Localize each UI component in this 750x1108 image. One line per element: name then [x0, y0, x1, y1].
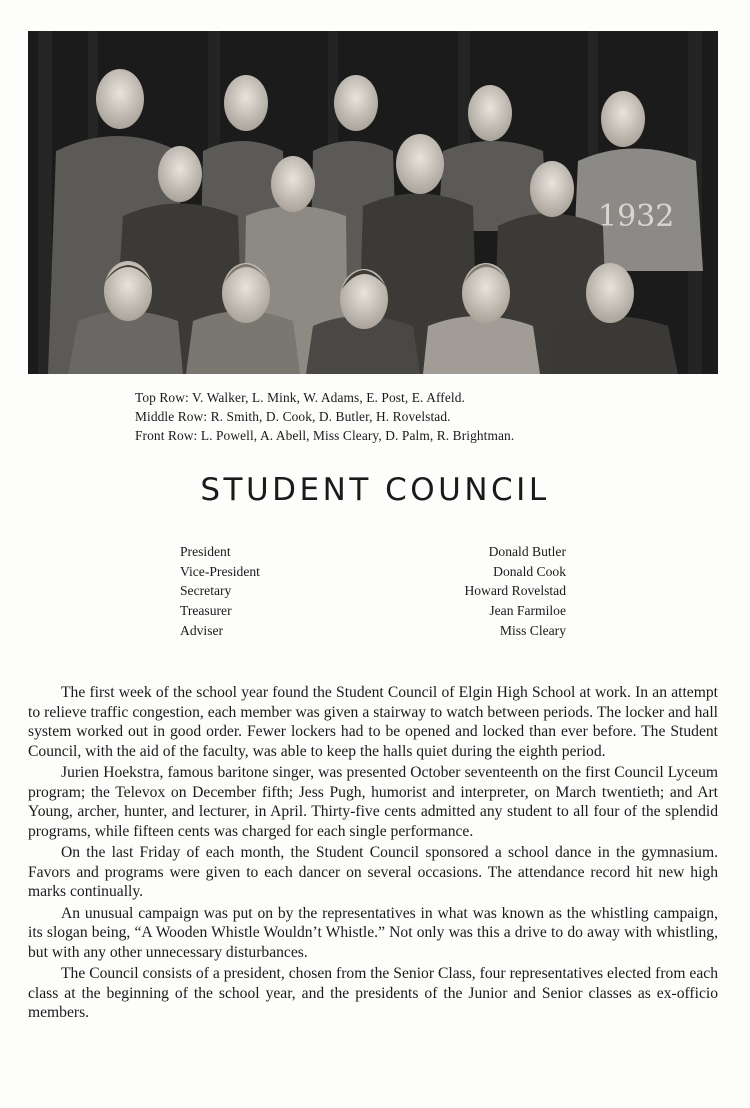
caption-middle-row: Middle Row: R. Smith, D. Cook, D. Butler, H. Rovelstad.	[135, 409, 451, 424]
officer-name: Miss Cleary	[499, 622, 566, 638]
officer-role: Adviser	[180, 622, 224, 638]
officer-role: Vice-President	[180, 563, 260, 579]
paragraph: The first week of the school year found the Student Council of Elgin High School at work. In an attempt to relieve traffic congestion, each member was given a stairway to watch between periods. The locker and hall system worked out in good order. Fewer lockers had to be opened and locked than ever before. The Student Council, with the aid of the faculty, was able to keep the halls quiet during the eighth period.	[28, 684, 718, 760]
officer-role: Secretary	[180, 583, 232, 599]
officer-name: Jean Farmiloe	[489, 603, 566, 619]
page-title: STUDENT COUNCIL	[200, 472, 550, 508]
officer-row	[180, 581, 566, 601]
officer-name: Donald Butler	[488, 544, 566, 559]
officer-row	[180, 621, 566, 641]
group-photo-illustration	[28, 31, 718, 374]
paragraph: Jurien Hoekstra, famous baritone singer, was presented October seventeenth on the first Council Lyceum program; the Televox on December fifth; Jess Pugh, humorist and interpreter, on March twentieth; and Art Young, archer, hunter, and lecturer, in April. Thirty-five cents admitted any student to all four of the splendid programs, while fifteen cents was charged for each single performance.	[28, 764, 718, 840]
officer-name: Howard Rovelstad	[464, 583, 566, 599]
photo-caption	[135, 388, 655, 445]
caption-top-row: Top Row: V. Walker, L. Mink, W. Adams, E. Post, E. Affeld.	[135, 390, 465, 405]
officers-list	[180, 542, 566, 641]
sweater-text: 1932	[598, 199, 675, 234]
paragraph: On the last Friday of each month, the Student Council sponsored a school dance in the gymnasium. Favors and programs were given to each dancer on several occasions. The attendance record hit new high marks continually.	[28, 844, 718, 900]
officer-row	[180, 562, 566, 582]
body-text	[28, 683, 718, 1025]
officer-row	[180, 601, 566, 621]
officer-role: President	[180, 544, 231, 559]
officer-row	[180, 542, 566, 562]
paragraph: The Council consists of a president, chosen from the Senior Class, four representatives elected from each class at the beginning of the school year, and the presidents of the Junior and Senior classes as ex-officio members.	[28, 965, 718, 1021]
caption-front-row: Front Row: L. Powell, A. Abell, Miss Cleary, D. Palm, R. Brightman.	[135, 428, 515, 443]
officer-role: Treasurer	[180, 603, 232, 619]
officer-name: Donald Cook	[493, 563, 566, 579]
paragraph: An unusual campaign was put on by the representatives in what was known as the whistling campaign, its slogan being, “A Wooden Whistle Wouldn’t Whistle.” Not only was this a drive to do away with whistling, but with any other unnecessary disturbances.	[28, 904, 718, 961]
group-photo	[28, 31, 718, 374]
